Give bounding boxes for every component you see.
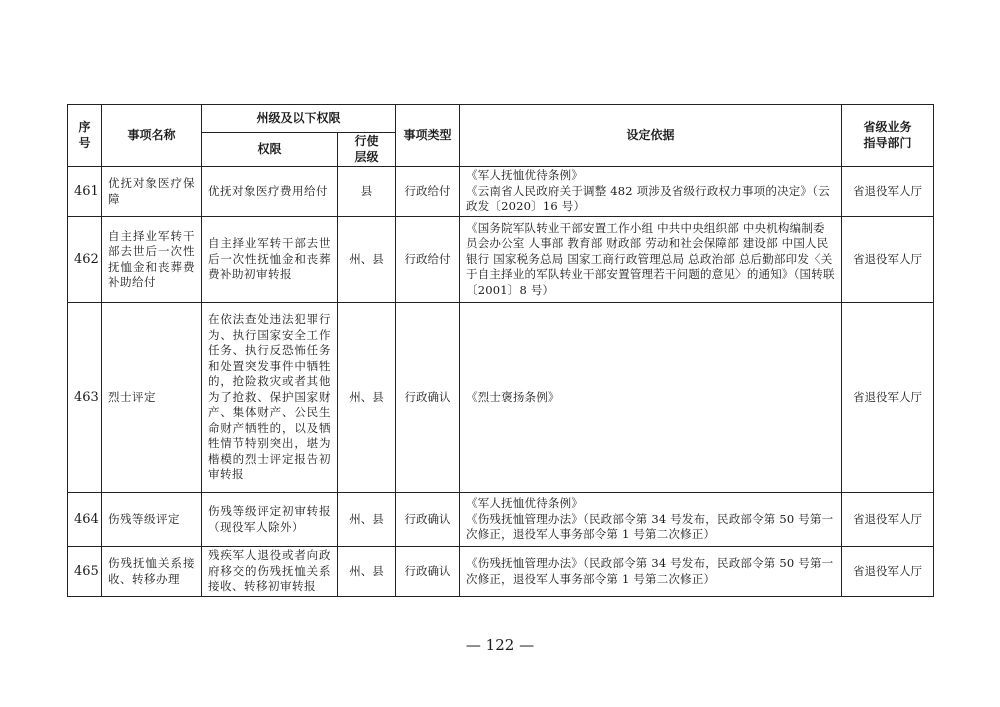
table-row [68, 167, 934, 217]
header-name: 事项名称 [102, 105, 202, 167]
row-number: 463 [68, 303, 102, 493]
table-row [68, 217, 934, 303]
item-name: 优抚对象医疗保障 [102, 167, 202, 217]
dept-cell: 省退役军人厅 [842, 303, 934, 493]
item-name: 自主择业军转干部去世后一次性抚恤金和丧葬费补助给付 [102, 217, 202, 303]
level-cell: 州、县 [338, 217, 396, 303]
row-number: 465 [68, 547, 102, 597]
level-cell: 州、县 [338, 493, 396, 547]
basis-cell: 《伤残抚恤管理办法》（民政部令第 34 号发布，民政部令第 50 号第一次修正，退役军人事务部令第 1 号第二次修正） [460, 547, 842, 597]
dept-cell: 省退役军人厅 [842, 493, 934, 547]
header-row-1 [68, 105, 934, 133]
dept-cell: 省退役军人厅 [842, 547, 934, 597]
row-number: 462 [68, 217, 102, 303]
dept-cell: 省退役军人厅 [842, 217, 934, 303]
type-cell: 行政确认 [396, 493, 460, 547]
row-number: 464 [68, 493, 102, 547]
type-cell: 行政给付 [396, 167, 460, 217]
header-basis: 设定依据 [460, 105, 842, 167]
row-number: 461 [68, 167, 102, 217]
header-authority: 权限 [202, 133, 338, 167]
authority-cell: 优抚对象医疗费用给付 [202, 167, 338, 217]
basis-cell: 《军人抚恤优待条例》 《云南省人民政府关于调整 482 项涉及省级行政权力事项的决定》（云政发〔2020〕16 号） [460, 167, 842, 217]
page-number: — 122 — [465, 636, 535, 654]
level-cell: 州、县 [338, 303, 396, 493]
basis-cell: 《烈士褒扬条例》 [460, 303, 842, 493]
type-cell: 行政确认 [396, 303, 460, 493]
level-cell: 县 [338, 167, 396, 217]
authority-cell: 伤残等级评定初审转报（现役军人除外） [202, 493, 338, 547]
basis-cell: 《军人抚恤优待条例》 《伤残抚恤管理办法》（民政部令第 34 号发布，民政部令第 50 号第一次修正，退役军人事务部令第 1 号第二次修正） [460, 493, 842, 547]
item-name: 伤残等级评定 [102, 493, 202, 547]
item-name: 烈士评定 [102, 303, 202, 493]
header-seq: 序 号 [68, 105, 102, 167]
authority-cell: 残疾军人退役或者向政府移交的伤残抚恤关系接收、转移初审转报 [202, 547, 338, 597]
type-cell: 行政确认 [396, 547, 460, 597]
item-name: 伤残抚恤关系接收、转移办理 [102, 547, 202, 597]
authority-cell: 在依法查处违法犯罪行为、执行国家安全工作任务、执行反恐怖任务和处置突发事件中牺牲的，抢险救灾或者其他为了抢救、保护国家财产、集体财产、公民生命财产牺牲的，以及牺牲情节特别突出，堪为楷模的烈士评定报告初审转报 [202, 303, 338, 493]
type-cell: 行政给付 [396, 217, 460, 303]
table-row [68, 493, 934, 547]
authority-cell: 自主择业军转干部去世后一次性抚恤金和丧葬费补助初审转报 [202, 217, 338, 303]
dept-cell: 省退役军人厅 [842, 167, 934, 217]
table-row [68, 547, 934, 597]
header-level: 行使 层级 [338, 133, 396, 167]
basis-cell: 《国务院军队转业干部安置工作小组 中共中央组织部 中央机构编制委员会办公室 人事部 教育部 财政部 劳动和社会保障部 建设部 中国人民银行 国家税务总局 国家工商行政管理总局 总政治部 总后勤部印发〈关于自主择业的军队转业干部安置管理若干问题的意见〉的通知》（国转联〔2001〕8 号） [460, 217, 842, 303]
header-group: 州级及以下权限 [202, 105, 396, 133]
level-cell: 州、县 [338, 547, 396, 597]
header-dept: 省级业务 指导部门 [842, 105, 934, 167]
permissions-table [67, 104, 934, 597]
header-type: 事项类型 [396, 105, 460, 167]
table-row [68, 303, 934, 493]
